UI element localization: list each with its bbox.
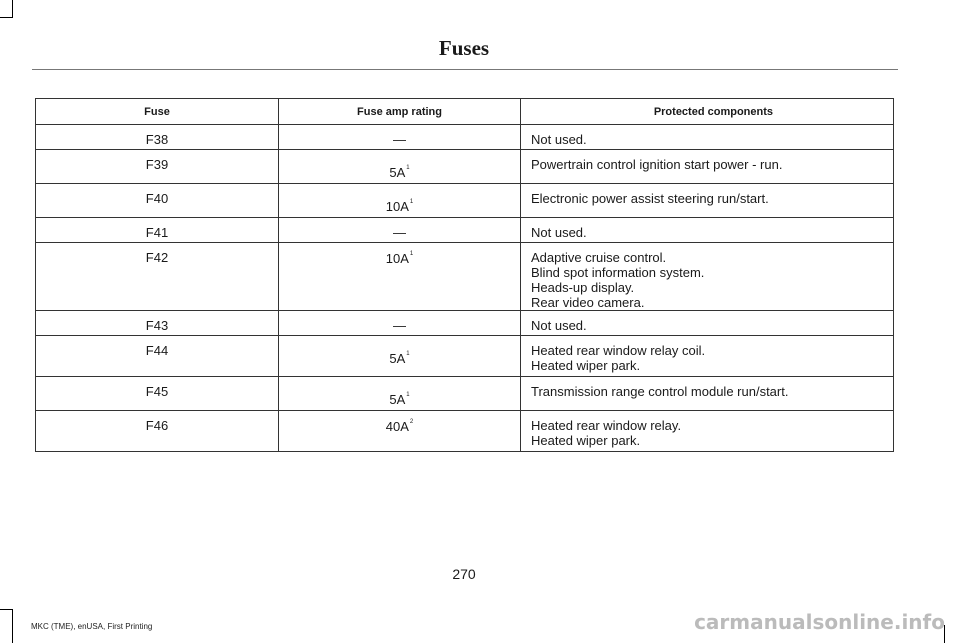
- components-cell: [521, 411, 894, 452]
- watermark: carmanualsonline.info: [694, 610, 945, 634]
- fuse-cell: F45: [36, 377, 279, 411]
- amp-cell: [279, 336, 521, 377]
- table-row: [36, 377, 894, 411]
- component-line: Powertrain control ignition start power - run.: [531, 157, 783, 172]
- header-divider: [32, 69, 898, 70]
- amp-value: 10A: [385, 199, 409, 214]
- table-row: [36, 311, 894, 336]
- components-cell: [521, 377, 894, 411]
- component-line: Not used.: [531, 225, 587, 240]
- table-row: [36, 184, 894, 218]
- fuse-cell: F42: [36, 243, 279, 311]
- footnote-marker: 1: [409, 251, 414, 257]
- component-line: Not used.: [531, 132, 587, 147]
- footnote-marker: 1: [406, 165, 410, 171]
- component-line: Rear video camera.: [531, 295, 645, 310]
- component-line: Not used.: [531, 318, 587, 333]
- amp-cell: [279, 125, 521, 150]
- footer-edition-text: MKC (TME), enUSA, First Printing: [31, 622, 153, 631]
- components-cell: [521, 336, 894, 377]
- component-line: Transmission range control module run/start.: [531, 384, 789, 399]
- component-line: Blind spot information system.: [531, 265, 705, 280]
- amp-cell: [279, 218, 521, 243]
- component-line: Heated rear window relay.: [531, 418, 682, 433]
- table-header-row: [36, 99, 894, 125]
- fuse-cell: F39: [36, 150, 279, 184]
- amp-value: 5A: [389, 351, 406, 366]
- amp-cell: [279, 377, 521, 411]
- fuse-cell: F38: [36, 125, 279, 150]
- fuse-cell: F40: [36, 184, 279, 218]
- fuse-cell: F46: [36, 411, 279, 452]
- footnote-marker: 2: [409, 419, 414, 425]
- component-line: Heated wiper park.: [531, 433, 641, 448]
- amp-value: 5A: [389, 392, 406, 407]
- component-line: Heated wiper park.: [531, 358, 641, 373]
- amp-value: 40A: [385, 419, 409, 434]
- amp-value: —: [393, 132, 406, 147]
- table-row: [36, 125, 894, 150]
- column-header-amp-rating: Fuse amp rating: [279, 99, 521, 125]
- amp-cell: [279, 184, 521, 218]
- column-header-fuse: Fuse: [36, 99, 279, 125]
- page-title: Fuses: [438, 36, 490, 60]
- fuse-cell: F43: [36, 311, 279, 336]
- amp-cell: [279, 150, 521, 184]
- footnote-marker: 1: [409, 199, 414, 205]
- page-number: 270: [452, 566, 476, 582]
- components-cell: [521, 184, 894, 218]
- components-cell: [521, 125, 894, 150]
- crop-mark-bottom-left-v: [12, 609, 13, 643]
- components-cell: [521, 311, 894, 336]
- component-line: Heated rear window relay coil.: [531, 343, 706, 358]
- fuse-cell: F44: [36, 336, 279, 377]
- amp-value: —: [393, 318, 406, 333]
- amp-value: —: [393, 225, 406, 240]
- amp-value: 5A: [389, 165, 406, 180]
- fuse-table: [35, 98, 894, 452]
- fuse-cell: F41: [36, 218, 279, 243]
- crop-mark-bottom-left-h: [0, 609, 13, 610]
- column-header-protected-components: Protected components: [521, 99, 894, 125]
- component-line: Adaptive cruise control.: [531, 250, 667, 265]
- components-cell: [521, 218, 894, 243]
- amp-cell: [279, 311, 521, 336]
- table-row: [36, 150, 894, 184]
- components-cell: [521, 150, 894, 184]
- amp-cell: [279, 243, 521, 311]
- footnote-marker: 1: [406, 392, 410, 398]
- table-row: [36, 218, 894, 243]
- components-cell: [521, 243, 894, 311]
- table-row: [36, 243, 894, 311]
- crop-mark-top-left-v: [12, 0, 13, 17]
- amp-cell: [279, 411, 521, 452]
- footnote-marker: 1: [406, 351, 410, 357]
- table-row: [36, 411, 894, 452]
- table-row: [36, 336, 894, 377]
- crop-mark-top-left-h: [0, 17, 13, 18]
- component-line: Electronic power assist steering run/start.: [531, 191, 769, 206]
- amp-value: 10A: [385, 251, 409, 266]
- component-line: Heads-up display.: [531, 280, 635, 295]
